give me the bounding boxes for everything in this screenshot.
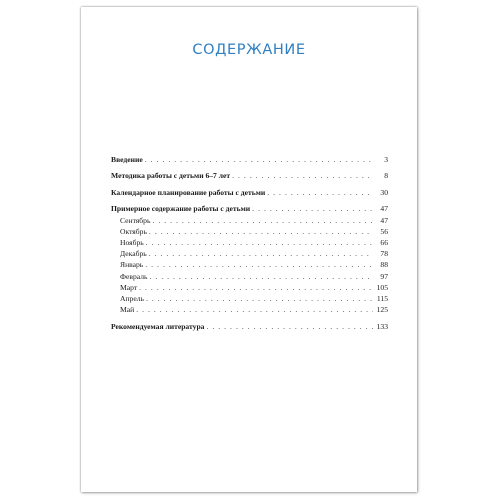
toc-subentry-page: 88 [380, 260, 388, 270]
dot-leader [139, 282, 373, 293]
toc-subentry-label: Декабрь [120, 249, 147, 259]
table-of-contents [111, 154, 388, 332]
toc-subentry-march[interactable] [111, 282, 388, 293]
toc-entry-introduction[interactable] [111, 154, 388, 165]
book-page [81, 7, 417, 492]
toc-subentry-page: 47 [380, 215, 388, 225]
dot-leader [146, 237, 373, 248]
toc-subentry-january[interactable] [111, 259, 388, 270]
dot-leader [267, 187, 373, 198]
toc-entry-label: Методика работы с детьми 6–7 лет [111, 171, 231, 181]
toc-entry-page: 8 [384, 171, 388, 181]
toc-subentry-page: 125 [376, 305, 388, 315]
toc-subentry-label: Октябрь [120, 226, 147, 236]
toc-subentry-label: Апрель [120, 293, 144, 303]
dot-leader [149, 248, 373, 259]
toc-entry-page: 30 [380, 187, 388, 197]
toc-subentry-page: 66 [380, 238, 388, 248]
toc-subentry-page: 78 [380, 249, 388, 259]
toc-subentry-april[interactable] [111, 293, 388, 304]
dot-leader [232, 170, 373, 181]
toc-subentry-label: Январь [120, 260, 144, 270]
dot-leader [145, 154, 373, 165]
toc-subentry-label: Сентябрь [120, 215, 151, 225]
toc-subentry-february[interactable] [111, 271, 388, 282]
toc-subentry-page: 97 [380, 271, 388, 281]
toc-entry-page: 3 [384, 155, 388, 164]
toc-subentry-label: Март [120, 282, 138, 292]
toc-entry-methodology[interactable] [111, 170, 388, 181]
toc-entry-page: 133 [376, 321, 388, 331]
toc-entry-calendar-planning[interactable] [111, 187, 388, 198]
toc-subentry-page: 56 [380, 226, 388, 236]
dot-leader [252, 203, 373, 214]
toc-subentry-december[interactable] [111, 248, 388, 259]
dot-leader [146, 293, 373, 304]
toc-subentry-label: Ноябрь [120, 238, 144, 248]
dot-leader [136, 304, 373, 315]
toc-entry-label: Календарное планирование работы с детьми [111, 187, 266, 197]
toc-entry-page: 47 [380, 204, 388, 214]
toc-entry-sample-content[interactable] [111, 203, 388, 214]
toc-subentry-label: Май [120, 305, 135, 315]
dot-leader [206, 321, 373, 332]
toc-subentry-page: 115 [376, 293, 388, 303]
dot-leader [152, 215, 373, 226]
toc-entry-label: Примерное содержание работы с детьми [111, 204, 251, 214]
toc-subentry-september[interactable] [111, 215, 388, 226]
dot-leader [149, 271, 373, 282]
dot-leader [145, 259, 373, 270]
toc-entry-label: Введение [111, 155, 143, 164]
toc-entry-label: Рекомендуемая литература [111, 321, 205, 331]
toc-subentry-page: 105 [376, 282, 388, 292]
toc-entry-recommended-literature[interactable] [111, 321, 388, 332]
toc-subentry-may[interactable] [111, 304, 388, 315]
toc-subentry-october[interactable] [111, 226, 388, 237]
dot-leader [149, 226, 373, 237]
toc-subentry-label: Февраль [120, 271, 148, 281]
toc-subentry-november[interactable] [111, 237, 388, 248]
page-title: СОДЕРЖАНИЕ [192, 42, 306, 58]
